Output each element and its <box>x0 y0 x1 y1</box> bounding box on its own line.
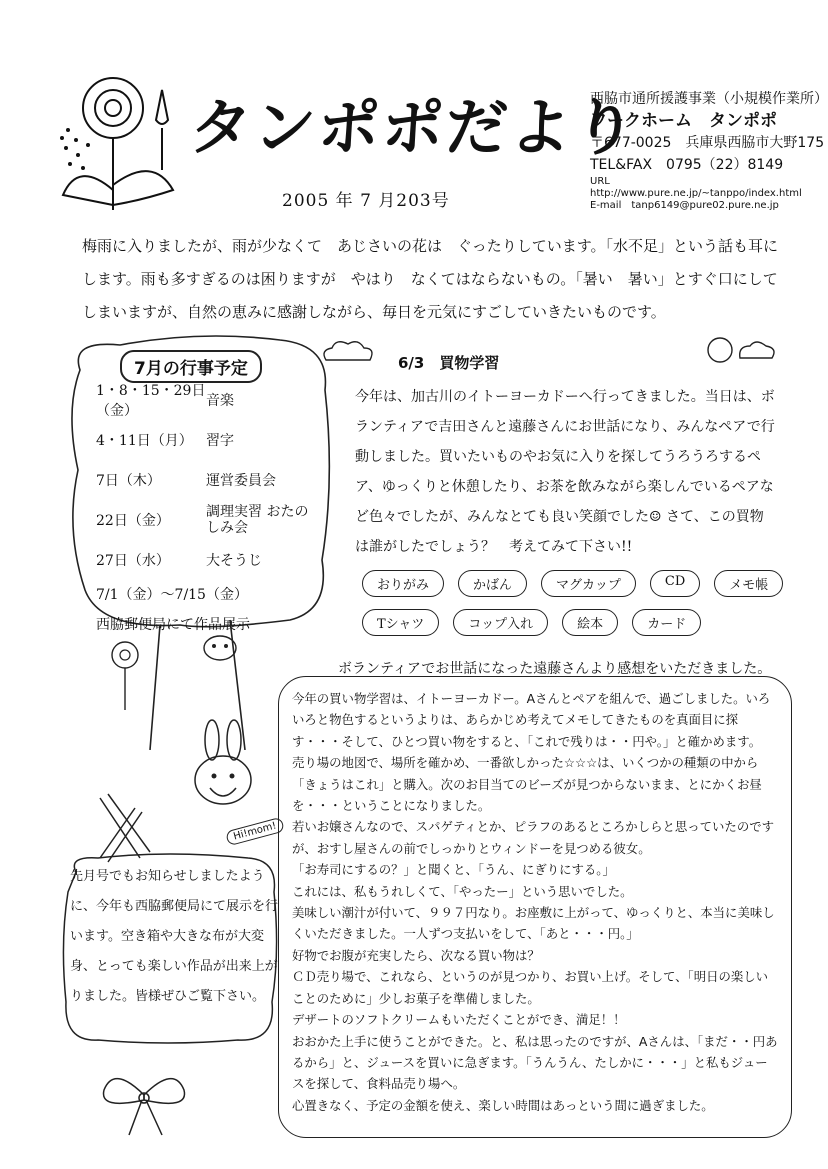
schedule-row <box>96 380 326 420</box>
report-paragraph: おおかた上手に使うことができた。と、私は思ったのですが、Aさんは、「まだ・・円あるから」と、ジュースを買いに急ぎます。「うんうん、たしかに・・・」と私もジュースを探して、食料品売り場へ。 <box>292 1033 778 1092</box>
newsletter-title: タンポポだより <box>187 91 641 164</box>
schedule-title: 7月の行事予定 <box>120 350 262 383</box>
report-paragraph: 「お寿司にするの？」と聞くと、「うん、にぎりにする。」 <box>292 862 615 878</box>
org-name: ワークホーム タンポポ <box>590 111 777 131</box>
schedule-row <box>96 460 326 500</box>
report-paragraph: これには、私もうれしくて、「やったー」という思いでした。 <box>292 883 633 899</box>
org-url: URL http://www.pure.ne.jp/~tanppo/index.html <box>590 176 802 199</box>
schedule-date: 27日（水） <box>96 553 170 569</box>
report-paragraph: ＣＤ売り場で、これなら、というのが見つかり、お買い上げ。そして、「明日の楽しいことのために」少しお菓子を準備しました。 <box>292 969 769 1006</box>
exhibit-notice: 先月号でもお知らせしましたように、今年も西脇郵便局にて展示を行います。空き箱や大きな布が大変身、とっても楽しい作品が出来上がりました。皆様ぜひご覧下さい。 <box>70 869 279 1004</box>
report-paragraph: 好物でお腹が充実したら、次なる買い物は？ <box>292 947 540 963</box>
schedule-list <box>96 380 326 634</box>
org-phone: TEL&FAX 0795（22）8149 <box>590 157 784 173</box>
issue-number: 2005 年 7 月203号 <box>282 191 450 211</box>
report-paragraph: 心置きなく、予定の金額を使え、楽しい時間はあっという間に過ぎました。 <box>292 1097 714 1113</box>
flower-cloud-decoration <box>318 336 378 368</box>
item-pill: メモ帳 <box>714 570 783 597</box>
schedule-date: 4・11日（月） <box>96 433 193 449</box>
bunny-illustration <box>180 718 270 828</box>
dandelion-logo-illustration <box>48 60 188 220</box>
schedule-date: 7日（木） <box>96 473 161 489</box>
ribbon-bow-icon <box>84 1060 204 1140</box>
trip-description: 今年は、加古川のイトーヨーカドーへ行ってきました。当日は、ボランティアで吉田さんと遠藤さんにお世話になり、みんなペアで行動しました。買いたいものやお気に入りを探してうろうろするペア、ゆっくりと休憩したり、お茶を飲みながら楽しんでいるペアなど色々でしたが、みんなとても良い笑顔でした☺ さて、この買物は誰がしたでしょう？ 考えてみて下さい!! <box>355 389 775 555</box>
report-text <box>292 688 778 1116</box>
trip-title: 6/3 買物学習 <box>398 354 500 372</box>
report-paragraph: 美味しい潮汁が付いて、９９７円なり。お座敷に上がって、ゆっくりと、本当に美味しくいただきました。一人ずつ支払いをして、「あと・・・円。」 <box>292 905 775 942</box>
schedule-row <box>96 420 326 460</box>
report-paragraph: 売り場の地図で、場所を確かめ、一番欲しかった☆☆☆は、いくつかの種類の中から「きょうはこれ」と購入。次のお目当てのビーズが見つからないまま、とにかくお昼を・・・ということになりました。 <box>292 755 762 814</box>
item-pill: Tシャツ <box>362 609 439 636</box>
item-pill: マグカップ <box>541 570 636 597</box>
schedule-event: 習字 <box>206 433 234 449</box>
org-affiliation: 西脇市通所援護事業（小規模作業所） <box>590 91 828 107</box>
org-email: E-mail tanp6149@pure02.pure.ne.jp <box>590 200 779 211</box>
sun-icon <box>690 330 780 370</box>
item-pill: 絵本 <box>562 609 618 636</box>
item-pill: CD <box>650 570 700 597</box>
intro-paragraph: 梅雨に入りましたが、雨が少なくて あじさいの花は ぐったりしています。「水不足」という話も耳にします。雨も多すぎるのは困りますが やはり なくてはならないもの。「暑い 暑い」とすぐ口にしてしまいますが、自然の恵みに感謝しながら、毎日を元気にすごしていきたいものです。 <box>82 237 779 321</box>
report-paragraph: 今年の買い物学習は、イトーヨーカドー。Aさんとペアを組んで、過ごしました。いろいろと物色するというよりは、あらかじめ考えてメモしてきたものを真面目に探す・・・そして、ひとつ買い物をすると、「これで残りは・・円や。」と確かめます。 <box>292 691 771 749</box>
item-pill: おりがみ <box>362 570 444 597</box>
schedule-row <box>96 540 326 580</box>
schedule-event: 運営委員会 <box>206 473 276 489</box>
item-pill: かばん <box>458 570 527 597</box>
purchase-items <box>362 570 792 636</box>
item-pill: カード <box>632 609 701 636</box>
bunny-speech-sign: Hi!mom! <box>225 817 285 846</box>
schedule-event: 調理実習 おたのしみ会 <box>206 504 309 536</box>
organization-info <box>590 88 828 212</box>
schedule-event: 大そうじ <box>206 553 262 569</box>
report-paragraph: 若いお嬢さんなので、スパゲティとか、ピラフのあるところかしらと思っていたのですが、おすし屋さんの前でしっかりとウィンドーを見つめる彼女。 <box>292 819 774 856</box>
exhibit-date: 7/1（金）～7/15（金） <box>96 587 248 603</box>
schedule-row <box>96 500 326 540</box>
item-pill: コップ入れ <box>453 609 548 636</box>
report-paragraph: デザートのソフトクリームもいただくことができ、満足！！ <box>292 1012 626 1028</box>
exhibit-note: 西脇郵便局にて作品展示 <box>96 617 250 633</box>
report-header: ボランティアでお世話になった遠藤さんより感想をいただきました。 <box>338 661 772 677</box>
org-address: 〒677-0025 兵庫県西脇市大野175 <box>590 135 825 151</box>
schedule-date: 1・8・15・29日（金） <box>96 383 206 419</box>
schedule-date: 22日（金） <box>96 513 170 529</box>
schedule-event: 音楽 <box>206 393 234 409</box>
